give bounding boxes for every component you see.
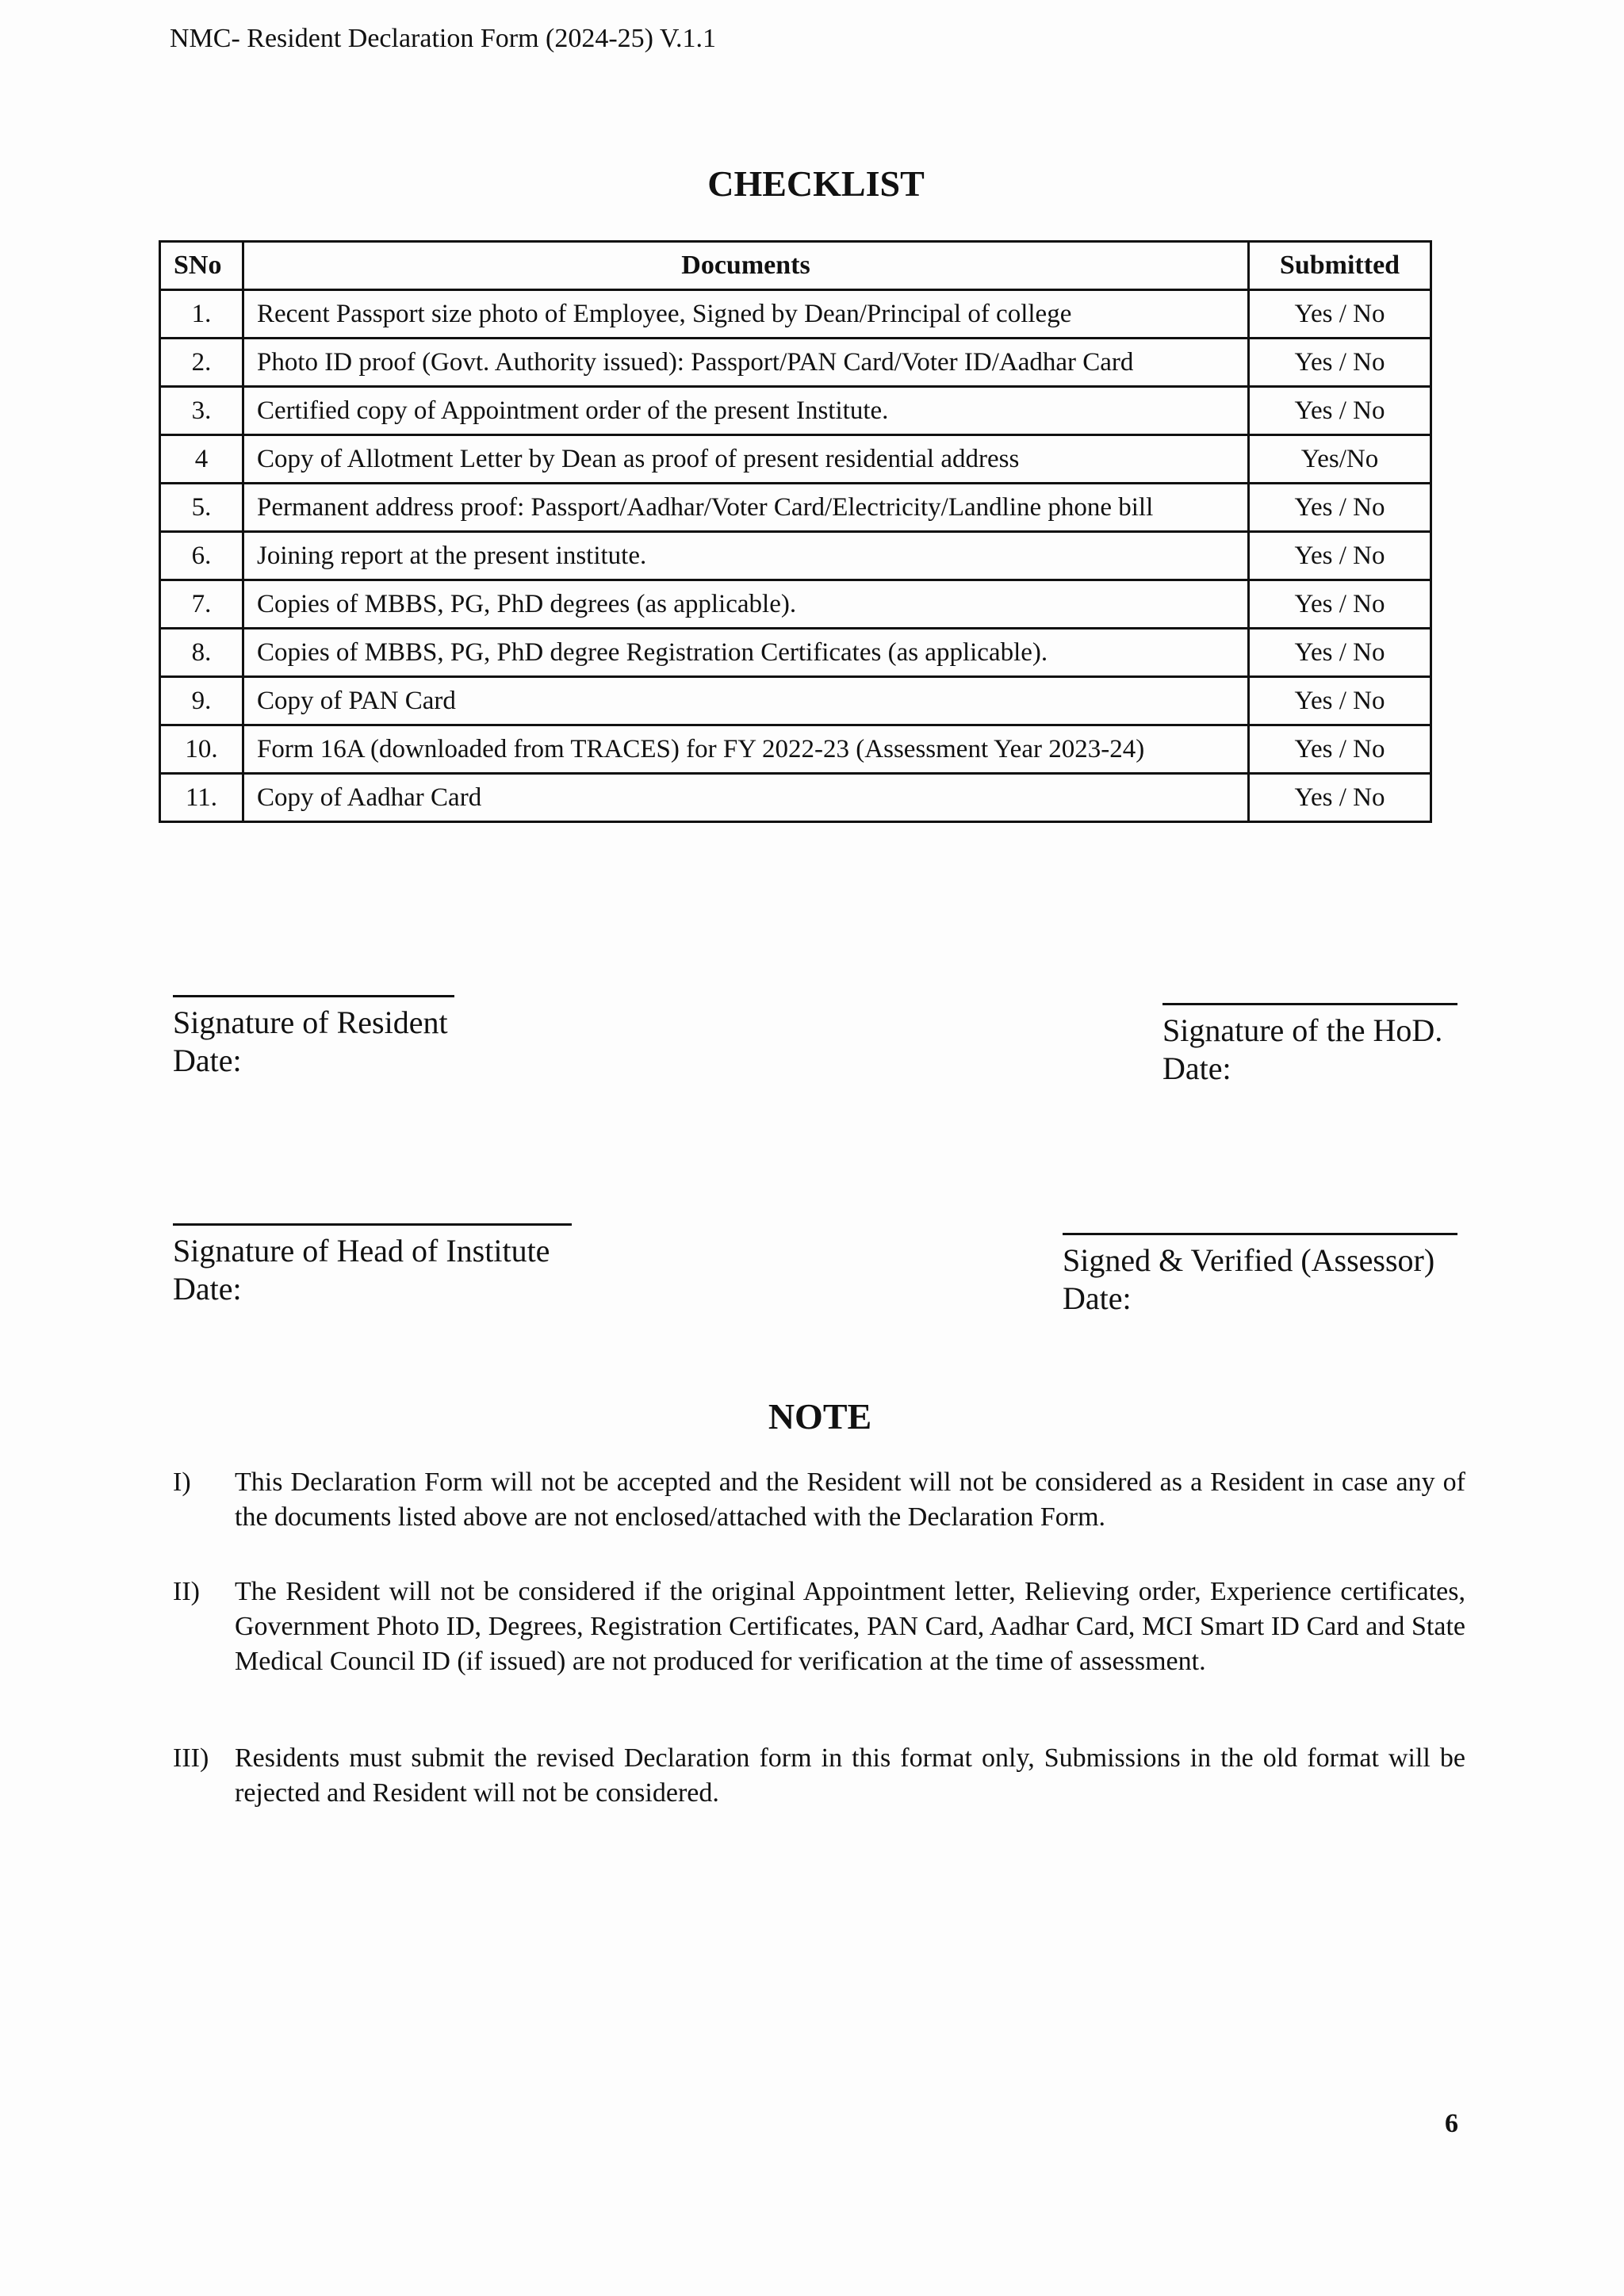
row-sno: 6. — [160, 532, 243, 580]
form-header: NMC- Resident Declaration Form (2024-25) V.1.1 — [170, 24, 717, 53]
row-submitted: Yes / No — [1249, 629, 1431, 677]
signature-hod-label: Signature of the HoD. — [1162, 1012, 1443, 1048]
checklist-title: CHECKLIST — [707, 163, 925, 204]
signature-resident-label: Signature of Resident — [173, 1004, 448, 1040]
row-sno: 9. — [160, 677, 243, 725]
signature-assessor-date: Date: — [1063, 1280, 1132, 1316]
row-document: Copy of Allotment Letter by Dean as proof of present residential address — [243, 435, 1249, 484]
table-header-row — [160, 242, 1431, 290]
signature-head-of-institute-block — [173, 1223, 572, 1308]
row-sno: 7. — [160, 580, 243, 629]
row-sno: 2. — [160, 339, 243, 387]
row-document: Copy of Aadhar Card — [243, 774, 1249, 822]
row-sno: 3. — [160, 387, 243, 435]
signature-hod-block — [1162, 1003, 1457, 1088]
table-row — [160, 629, 1431, 677]
column-header-sno: SNo — [160, 242, 243, 290]
signature-assessor-block — [1063, 1233, 1457, 1318]
table-row — [160, 774, 1431, 822]
table-row — [160, 580, 1431, 629]
note-item-number: II) — [173, 1577, 200, 1606]
signature-head-of-institute-label: Signature of Head of Institute — [173, 1233, 550, 1269]
checklist-table — [159, 240, 1432, 823]
table-row — [160, 435, 1431, 484]
row-submitted: Yes / No — [1249, 387, 1431, 435]
signature-head-of-institute-date: Date: — [173, 1271, 242, 1307]
row-document: Form 16A (downloaded from TRACES) for FY 2022-23 (Assessment Year 2023-24) — [243, 725, 1249, 774]
note-item-number: III) — [173, 1743, 209, 1773]
row-document: Copies of MBBS, PG, PhD degrees (as applicable). — [243, 580, 1249, 629]
row-sno: 4 — [160, 435, 243, 484]
row-submitted: Yes / No — [1249, 339, 1431, 387]
table-row — [160, 339, 1431, 387]
table-row — [160, 725, 1431, 774]
note-item-text: This Declaration Form will not be accepted and the Resident will not be considered as a Resident in case any of the documents listed above are not enclosed/attached with the Declaration Form. — [235, 1468, 1465, 1532]
row-document: Photo ID proof (Govt. Authority issued): Passport/PAN Card/Voter ID/Aadhar Card — [243, 339, 1249, 387]
signature-line — [173, 995, 454, 997]
signature-assessor-label: Signed & Verified (Assessor) — [1063, 1242, 1435, 1278]
row-sno: 11. — [160, 774, 243, 822]
row-document: Joining report at the present institute. — [243, 532, 1249, 580]
table-row — [160, 677, 1431, 725]
row-sno: 1. — [160, 290, 243, 339]
row-submitted: Yes / No — [1249, 725, 1431, 774]
row-submitted: Yes / No — [1249, 484, 1431, 532]
page-number: 6 — [1445, 2109, 1458, 2138]
row-document: Recent Passport size photo of Employee, Signed by Dean/Principal of college — [243, 290, 1249, 339]
signature-hod-date: Date: — [1162, 1050, 1231, 1086]
row-submitted: Yes / No — [1249, 774, 1431, 822]
row-document: Certified copy of Appointment order of the present Institute. — [243, 387, 1249, 435]
row-document: Copies of MBBS, PG, PhD degree Registration Certificates (as applicable). — [243, 629, 1249, 677]
row-submitted: Yes / No — [1249, 677, 1431, 725]
signature-line — [1162, 1003, 1457, 1005]
note-item — [173, 1741, 1465, 1811]
table-row — [160, 484, 1431, 532]
row-sno: 8. — [160, 629, 243, 677]
signature-resident-block — [173, 995, 454, 1080]
note-item — [173, 1575, 1465, 1679]
signature-resident-date: Date: — [173, 1043, 242, 1078]
signature-line — [173, 1223, 572, 1226]
note-item — [173, 1465, 1465, 1535]
row-submitted: Yes / No — [1249, 580, 1431, 629]
row-submitted: Yes / No — [1249, 290, 1431, 339]
note-item-number: I) — [173, 1468, 191, 1497]
row-document: Copy of PAN Card — [243, 677, 1249, 725]
table-row — [160, 387, 1431, 435]
signature-line — [1063, 1233, 1457, 1235]
row-sno: 10. — [160, 725, 243, 774]
row-sno: 5. — [160, 484, 243, 532]
row-submitted: Yes/No — [1249, 435, 1431, 484]
table-row — [160, 532, 1431, 580]
note-item-text: Residents must submit the revised Declaration form in this format only, Submissions in the old format will be rejected and Resident will not be considered. — [235, 1743, 1465, 1808]
row-submitted: Yes / No — [1249, 532, 1431, 580]
note-item-text: The Resident will not be considered if the original Appointment letter, Relieving order, Experience certificates, Government Photo ID, Degrees, Registration Certificates, PAN Card, Aadhar Card, MCI Smart ID Card and State Medical Council ID (if issued) are not produced for verification at the time of assessment. — [235, 1577, 1465, 1676]
note-title: NOTE — [768, 1396, 872, 1437]
column-header-submitted: Submitted — [1249, 242, 1431, 290]
column-header-documents: Documents — [243, 242, 1249, 290]
table-row — [160, 290, 1431, 339]
row-document: Permanent address proof: Passport/Aadhar/Voter Card/Electricity/Landline phone bill — [243, 484, 1249, 532]
